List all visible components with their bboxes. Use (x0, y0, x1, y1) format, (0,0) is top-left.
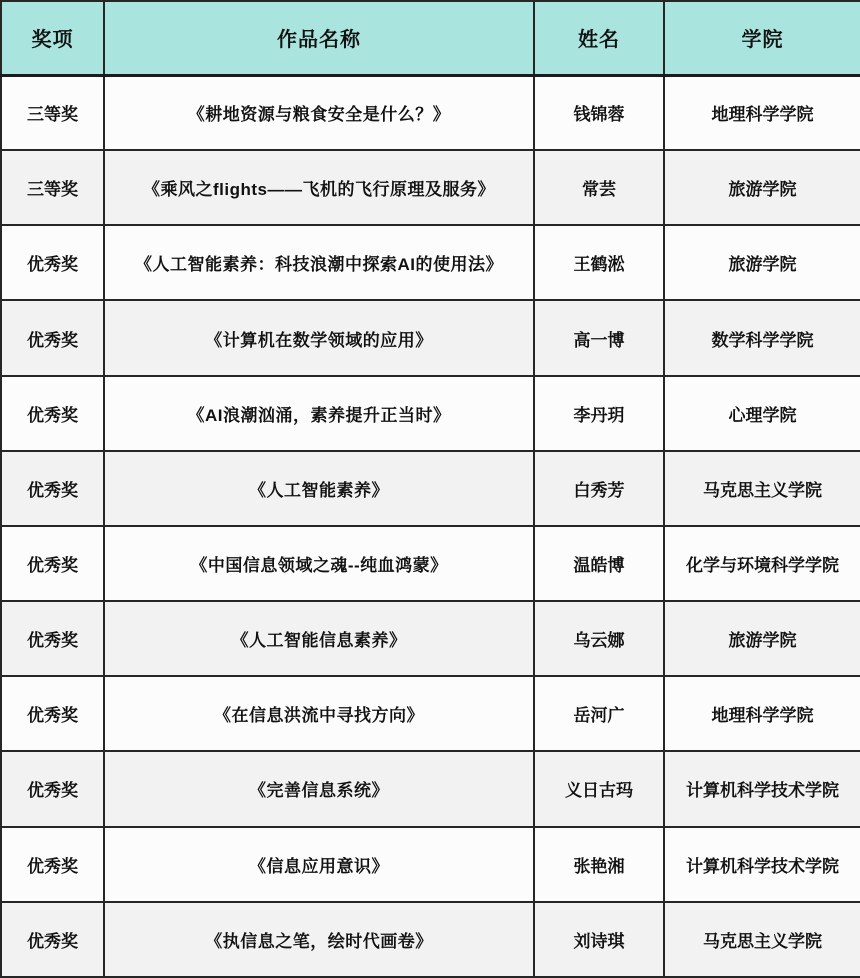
work-title-cell: 《乘风之flights——飞机的飞行原理及服务》 (104, 150, 534, 225)
award-cell: 优秀奖 (1, 526, 104, 601)
header-cell-college: 学院 (664, 1, 860, 75)
college-cell: 旅游学院 (664, 225, 860, 300)
work-title-cell: 《人工智能素养》 (104, 451, 534, 526)
table-row (1, 751, 860, 826)
award-cell: 优秀奖 (1, 225, 104, 300)
work-title-cell: 《完善信息系统》 (104, 751, 534, 826)
college-cell: 化学与环境科学学院 (664, 526, 860, 601)
table-row (1, 75, 860, 150)
college-cell: 计算机科学技术学院 (664, 751, 860, 826)
name-cell: 乌云娜 (534, 601, 664, 676)
award-cell: 优秀奖 (1, 300, 104, 375)
name-cell: 温皓博 (534, 526, 664, 601)
name-cell: 白秀芳 (534, 451, 664, 526)
header-cell-title: 作品名称 (104, 1, 534, 75)
table-row (1, 225, 860, 300)
work-title-cell: 《人工智能信息素养》 (104, 601, 534, 676)
table-row (1, 526, 860, 601)
table-row (1, 376, 860, 451)
table-row (1, 676, 860, 751)
college-cell: 数学科学学院 (664, 300, 860, 375)
college-cell: 旅游学院 (664, 150, 860, 225)
table-row (1, 902, 860, 977)
work-title-cell: 《在信息洪流中寻找方向》 (104, 676, 534, 751)
work-title-cell: 《耕地资源与粮食安全是什么？》 (104, 75, 534, 150)
award-cell: 优秀奖 (1, 676, 104, 751)
work-title-cell: 《计算机在数学领域的应用》 (104, 300, 534, 375)
college-cell: 马克思主义学院 (664, 902, 860, 977)
college-cell: 马克思主义学院 (664, 451, 860, 526)
work-title-cell: 《AI浪潮汹涌，素养提升正当时》 (104, 376, 534, 451)
work-title-cell: 《执信息之笔，绘时代画卷》 (104, 902, 534, 977)
work-title-cell: 《人工智能素养：科技浪潮中探索AI的使用法》 (104, 225, 534, 300)
table-row (1, 451, 860, 526)
name-cell: 常芸 (534, 150, 664, 225)
award-cell: 优秀奖 (1, 902, 104, 977)
name-cell: 王鹤淞 (534, 225, 664, 300)
award-cell: 优秀奖 (1, 376, 104, 451)
name-cell: 钱锦蓉 (534, 75, 664, 150)
college-cell: 心理学院 (664, 376, 860, 451)
name-cell: 李丹玥 (534, 376, 664, 451)
table-row (1, 300, 860, 375)
name-cell: 义日古玛 (534, 751, 664, 826)
table-row (1, 827, 860, 902)
award-cell: 优秀奖 (1, 751, 104, 826)
college-cell: 旅游学院 (664, 601, 860, 676)
award-cell: 三等奖 (1, 75, 104, 150)
table-row (1, 601, 860, 676)
header-cell-award: 奖项 (1, 1, 104, 75)
work-title-cell: 《信息应用意识》 (104, 827, 534, 902)
name-cell: 刘诗琪 (534, 902, 664, 977)
award-cell: 优秀奖 (1, 827, 104, 902)
name-cell: 岳河广 (534, 676, 664, 751)
college-cell: 地理科学学院 (664, 75, 860, 150)
header-cell-name: 姓名 (534, 1, 664, 75)
name-cell: 高一博 (534, 300, 664, 375)
college-cell: 计算机科学技术学院 (664, 827, 860, 902)
college-cell: 地理科学学院 (664, 676, 860, 751)
table-header-row (1, 1, 860, 75)
table-row (1, 150, 860, 225)
award-cell: 优秀奖 (1, 601, 104, 676)
name-cell: 张艳湘 (534, 827, 664, 902)
work-title-cell: 《中国信息领域之魂--纯血鸿蒙》 (104, 526, 534, 601)
award-cell: 三等奖 (1, 150, 104, 225)
award-cell: 优秀奖 (1, 451, 104, 526)
